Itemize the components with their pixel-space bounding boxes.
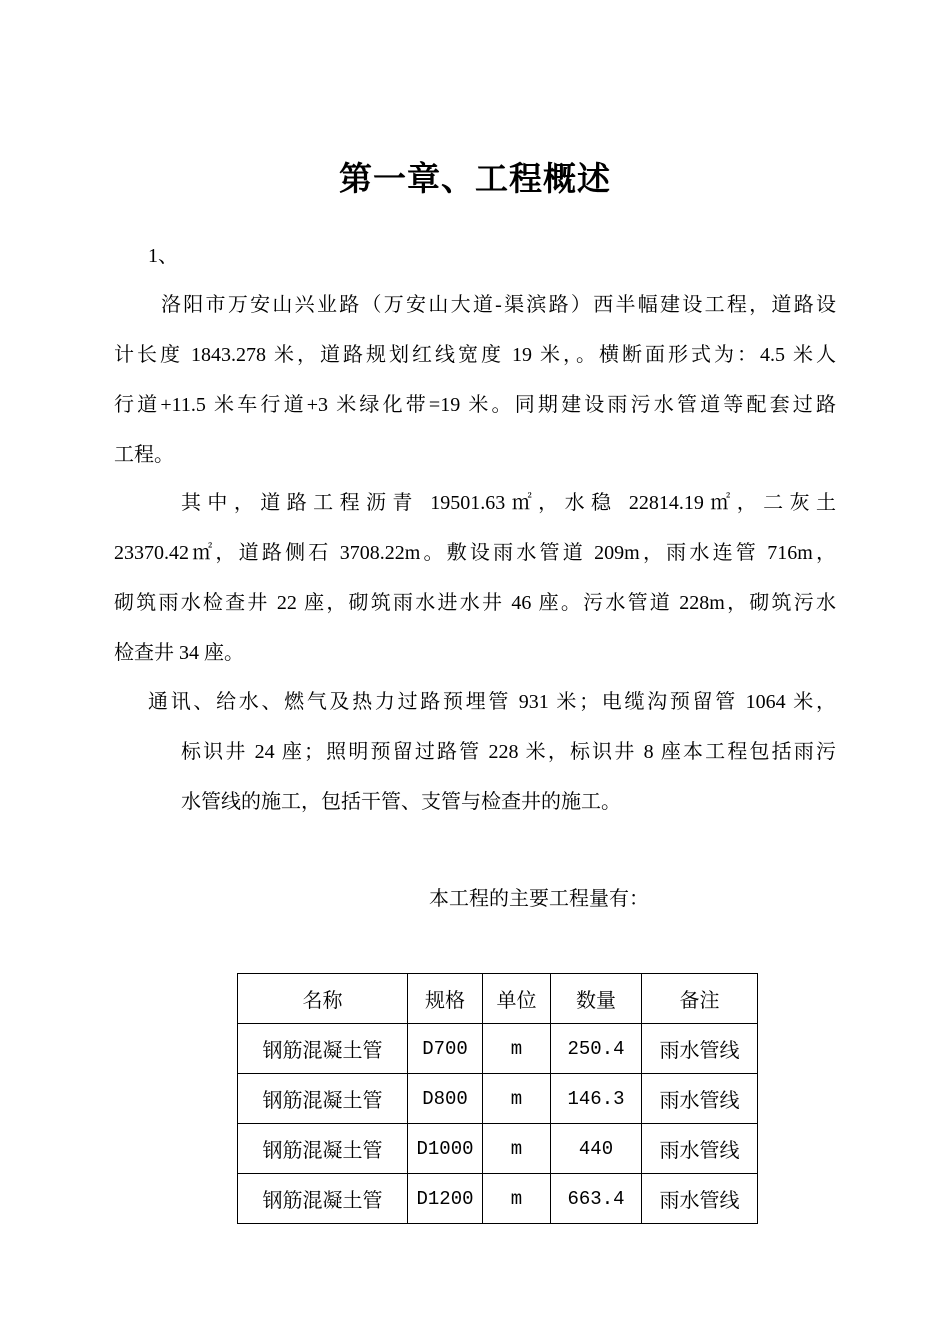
cell-unit: m [483,1074,551,1124]
header-spec: 规格 [408,974,483,1024]
cell-quantity: 250.4 [551,1024,642,1074]
quantities-line: 砌筑雨水检查井 22 座，砌筑雨水进水井 46 座。污水管道 228m，砌筑污水 [114,592,836,614]
cell-spec: D1200 [408,1174,483,1224]
cell-name: 钢筋混凝土管 [238,1124,408,1174]
cell-remark: 雨水管线 [642,1174,758,1224]
header-name: 名称 [238,974,408,1024]
cell-remark: 雨水管线 [642,1074,758,1124]
intro-paragraph [114,280,836,480]
cell-spec: D800 [408,1074,483,1124]
cell-unit: m [483,1174,551,1224]
quantities-line: 检查井 34 座。 [114,642,244,664]
cell-name: 钢筋混凝土管 [238,1074,408,1124]
table-header-row [238,974,758,1024]
quantities-line: 其中，道路工程沥青 19501.63㎡，水稳 22814.19㎡，二灰土 [181,492,836,514]
utilities-line: 水管线的施工，包括干管、支管与检查井的施工。 [181,791,621,813]
cell-name: 钢筋混凝土管 [238,1024,408,1074]
cell-quantity: 440 [551,1124,642,1174]
intro-line: 洛阳市万安山兴业路（万安山大道-渠滨路）西半幅建设工程，道路设 [161,294,836,316]
chapter-title: 第一章、工程概述 [339,162,611,198]
cell-remark: 雨水管线 [642,1124,758,1174]
section-number: 1、 [148,245,178,267]
table-row [238,1124,758,1174]
header-quantity: 数量 [551,974,642,1024]
table-caption: 本工程的主要工程量有： [429,888,649,910]
cell-unit: m [483,1024,551,1074]
utilities-paragraph [148,677,836,827]
cell-quantity: 663.4 [551,1174,642,1224]
intro-line: 行道+11.5 米车行道+3 米绿化带=19 米。同期建设雨污水管道等配套过路 [114,394,836,416]
table-row [238,1174,758,1224]
utilities-line: 通讯、给水、燃气及热力过路预埋管 931 米；电缆沟预留管 1064 米， [148,691,836,713]
cell-unit: m [483,1124,551,1174]
table-row [238,1024,758,1074]
cell-spec: D1000 [408,1124,483,1174]
intro-line: 计长度 1843.278 米，道路规划红线宽度 19 米，。横断面形式为：4.5 米人 [114,344,836,366]
header-remark: 备注 [642,974,758,1024]
cell-quantity: 146.3 [551,1074,642,1124]
cell-remark: 雨水管线 [642,1024,758,1074]
utilities-line: 标识井 24 座；照明预留过路管 228 米，标识井 8 座本工程包括雨污 [181,741,836,763]
cell-name: 钢筋混凝土管 [238,1174,408,1224]
header-unit: 单位 [483,974,551,1024]
quantities-table [237,973,758,1224]
quantities-line: 23370.42㎡，道路侧石 3708.22m。敷设雨水管道 209m，雨水连管 716m， [114,542,836,564]
cell-spec: D700 [408,1024,483,1074]
intro-line: 工程。 [114,444,174,466]
quantities-paragraph [114,478,836,678]
table-row [238,1074,758,1124]
